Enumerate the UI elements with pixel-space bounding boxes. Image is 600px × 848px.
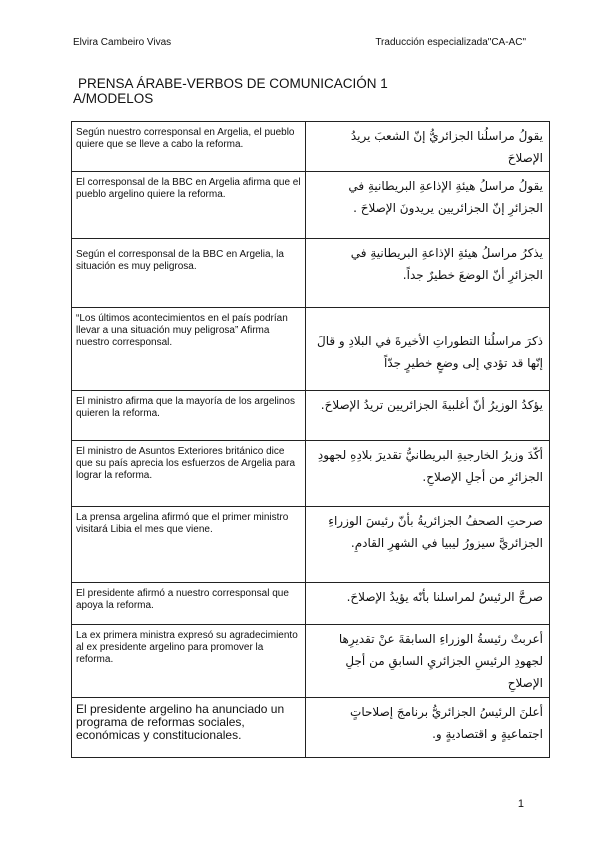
- spanish-cell: El ministro afirma que la mayoría de los argelinos quieren la reforma.: [72, 391, 306, 441]
- header-course: Traducción especializada"CA-AC": [375, 37, 526, 48]
- arabic-cell: صرحَّ الرئيسُ لمراسلنا بأنّه يؤيدُ الإصلاحَ.: [306, 583, 550, 625]
- spanish-cell: Según nuestro corresponsal en Argelia, el pueblo quiere que se lleve a cabo la reforma.: [72, 122, 306, 172]
- spanish-cell: Según el corresponsal de la BBC en Argelia, la situación es muy peligrosa.: [72, 239, 306, 308]
- spanish-cell: El presidente argelino ha anunciado un programa de reformas sociales, económicas y constitucionales.: [72, 698, 306, 758]
- spanish-cell: El ministro de Asuntos Exteriores británico dice que su país aprecia los esfuerzos de Argelia para lograr la reforma.: [72, 441, 306, 507]
- arabic-cell: يقولُ مراسلُ هيئةِ الإذاعةِ البريطانيةِ في الجزائرِ إنّ الجزائريين يريدونَ الإصلاحَ .: [306, 172, 550, 239]
- page-number: 1: [517, 798, 524, 810]
- arabic-cell: يقولُ مراسلُنا الجزائريُّ إنّ الشعبَ يريدُ الإصلاحَ: [306, 122, 550, 172]
- spanish-cell: “Los últimos acontecimientos en el país podrían llevar a una situación muy peligrosa” Afirma nuestro corresponsal.: [72, 308, 306, 391]
- table-row: [72, 625, 550, 698]
- table-row: [72, 172, 550, 239]
- table-row: [72, 391, 550, 441]
- arabic-cell: يؤكدُ الوزيرُ أنّ أغلبيةَ الجزائريين تريدُ الإصلاحَ.: [306, 391, 550, 441]
- document-title: [73, 76, 533, 106]
- spanish-cell: El corresponsal de la BBC en Argelia afirma que el pueblo argelino quiere la reforma.: [72, 172, 306, 239]
- table-row: [72, 507, 550, 583]
- arabic-cell: أعلنَ الرئيسُ الجزائريُّ برنامجَ إصلاحاتٍ اجتماعيةٍ و اقتصاديةٍ و.: [306, 698, 550, 758]
- arabic-cell: صرحتِ الصحفُ الجزائريةُ بأنّ رئيسَ الوزراءِ الجزائريَّ سيزورُ ليبيا في الشهرِ القادمِ.: [306, 507, 550, 583]
- table-row: [72, 441, 550, 507]
- spanish-cell: El presidente afirmó a nuestro corresponsal que apoya la reforma.: [72, 583, 306, 625]
- spanish-cell: La prensa argelina afirmó que el primer ministro visitará Libia el mes que viene.: [72, 507, 306, 583]
- arabic-cell: ذكرَ مراسلُنا التطوراتِ الأخيرةَ في البلادِ و قالَ إنّها قد تؤدي إلى وضعٍ خطيرٍ جدّاً: [306, 308, 550, 391]
- title-line-1: PRENSA ÁRABE-VERBOS DE COMUNICACIÓN 1: [78, 76, 388, 91]
- spanish-cell: La ex primera ministra expresó su agradecimiento al ex presidente argelino para promover la reforma.: [72, 625, 306, 698]
- arabic-cell: يذكرُ مراسلُ هيئةِ الإذاعةِ البريطانيةِ في الجزائرِ أنّ الوضعَ خطيرٌ جداً.: [306, 239, 550, 308]
- table-row: [72, 122, 550, 172]
- table-row: [72, 698, 550, 758]
- table-row: [72, 583, 550, 625]
- header-author: Elvira Cambeiro Vivas: [73, 37, 172, 48]
- arabic-cell: أعربتْ رئيسةُ الوزراءِ السابقةَ عنْ تقديرِها لجهودِ الرئيسِ الجزائريِ السابقِ من أجلِ الإصلاحِ: [306, 625, 550, 698]
- table-row: [72, 239, 550, 308]
- title-line-2: A/MODELOS: [73, 91, 154, 106]
- arabic-cell: أكّدَ وزيرُ الخارجيةِ البريطانيُّ تقديرَ بلادِهِ لجهودِ الجزائرِ من أجلِ الإصلاحِ.: [306, 441, 550, 507]
- table-row: [72, 308, 550, 391]
- translation-table: [71, 121, 550, 758]
